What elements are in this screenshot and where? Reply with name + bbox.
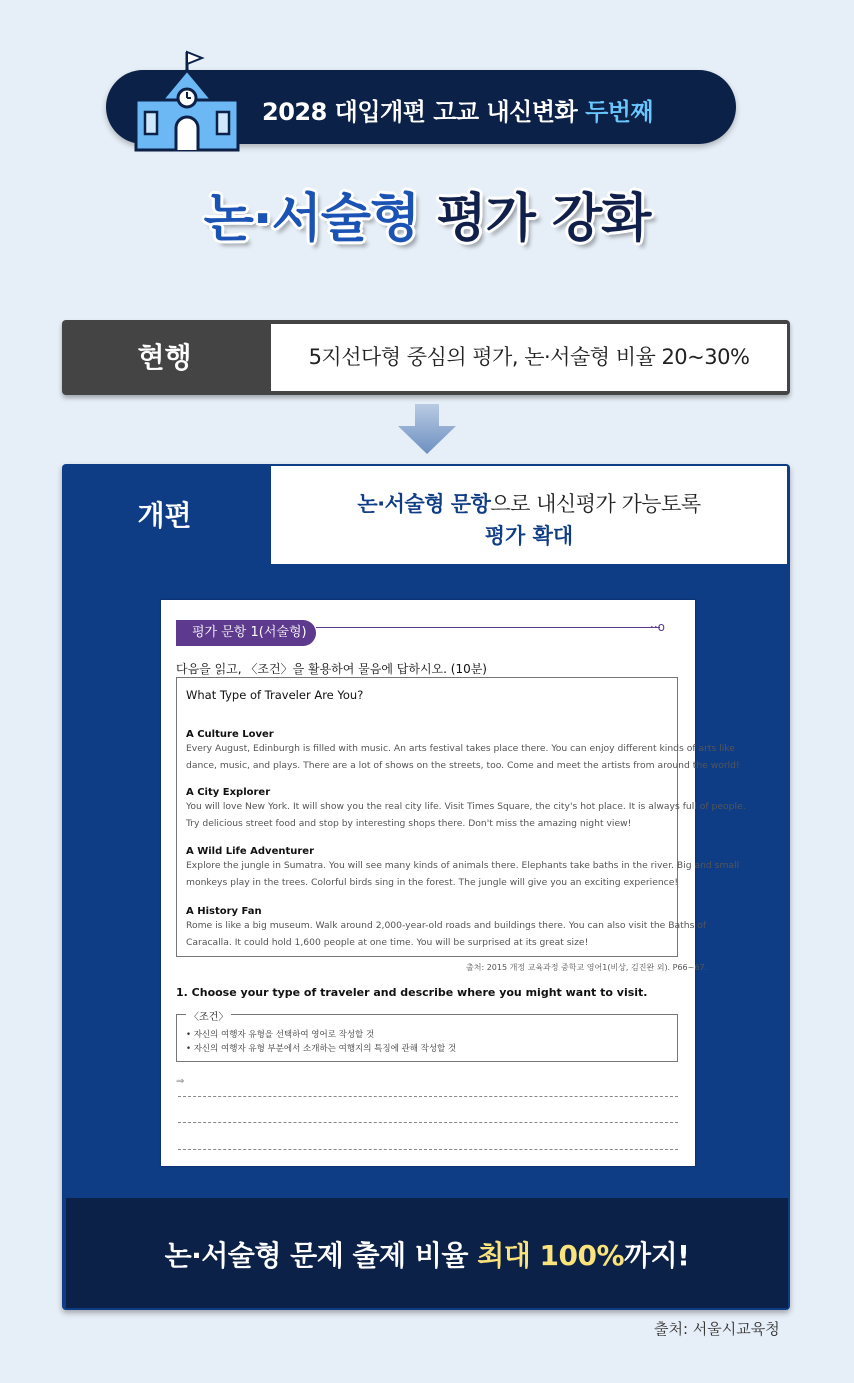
answer-line xyxy=(178,1149,678,1150)
reform-label: 개편 xyxy=(137,499,192,532)
passage-source: 출처: 2015 개정 교육과정 중학교 영어1(비상, 김진완 외). P66~67. xyxy=(466,963,708,972)
condition-title: 〈조건〉 xyxy=(186,1008,231,1023)
banner-title: 2028 대입개편 고교 내신변화 두번째 xyxy=(262,98,654,126)
down-arrow-icon xyxy=(398,404,456,454)
answer-arrow-icon: ⇒ xyxy=(176,1076,185,1087)
section-line: dance, music, and plays. There are a lot of shows on the streets, too. Come and meet the artists from around the world! xyxy=(186,760,740,771)
section-line: monkeys play in the trees. Colorful birds sing in the forest. The jungle will give you an exciting experience! xyxy=(186,877,679,888)
question-instruction: 다음을 읽고, 〈조건〉을 활용하여 물음에 답하시오. (10분) xyxy=(176,662,487,676)
section-line: Rome is like a big museum. Walk around 2,000-year-old roads and buildings there. You can also visit the Baths of xyxy=(186,920,707,931)
question-badge: 평가 문항 1(서술형) xyxy=(176,620,316,646)
section-heading: A Wild Life Adventurer xyxy=(186,846,315,857)
banner-highlight: 두번째 xyxy=(585,98,654,126)
section-heading: A History Fan xyxy=(186,906,262,917)
current-label: 현행 xyxy=(137,341,192,374)
section-line: Every August, Edinburgh is filled with music. An arts festival takes place there. You can enjoy different kinds of arts like xyxy=(186,743,735,754)
section-line: Explore the jungle in Sumatra. You will see many kinds of animals there. Elephants take baths in the river. Big and small xyxy=(186,860,740,871)
section-heading: A Culture Lover xyxy=(186,729,274,740)
page-headline: 논·서술형 평가 강화 xyxy=(203,189,651,249)
answer-line xyxy=(178,1122,678,1123)
source-credit: 출처: 서울시교육청 xyxy=(654,1320,780,1338)
current-text: 5지선다형 중심의 평가, 논·서술형 비율 20~30% xyxy=(308,345,750,369)
section-line: Try delicious street food and stop by interesting shops there. Don't miss the amazing night view! xyxy=(186,818,632,829)
badge-divider xyxy=(316,627,660,628)
condition-item: • 자신의 여행자 유형을 선택하여 영어로 작성할 것 xyxy=(186,1030,375,1040)
bottom-banner-text: 논·서술형 문제 출제 비율 최대 100%까지! xyxy=(164,1239,690,1272)
reform-text-line2: 평가 확대 xyxy=(484,524,574,548)
badge-end-icon: ··o xyxy=(650,620,665,634)
condition-item: • 자신의 여행자 유형 부분에서 소개하는 여행지의 특징에 관해 작성할 것 xyxy=(186,1044,457,1054)
section-line: Caracalla. It could hold 1,600 people at one time. You will be surprised at its great size! xyxy=(186,937,589,948)
passage-title: What Type of Traveler Are You? xyxy=(186,688,364,702)
section-line: You will love New York. It will show you the real city life. Visit Times Square, the city's hot place. It is always full of people. xyxy=(186,801,746,812)
reform-text-line1: 논·서술형 문항으로 내신평가 가능토록 xyxy=(357,492,701,516)
answer-line xyxy=(178,1096,678,1097)
question-1: 1. Choose your type of traveler and describe where you might want to visit. xyxy=(176,986,648,999)
section-heading: A City Explorer xyxy=(186,787,271,798)
school-icon xyxy=(132,48,242,152)
